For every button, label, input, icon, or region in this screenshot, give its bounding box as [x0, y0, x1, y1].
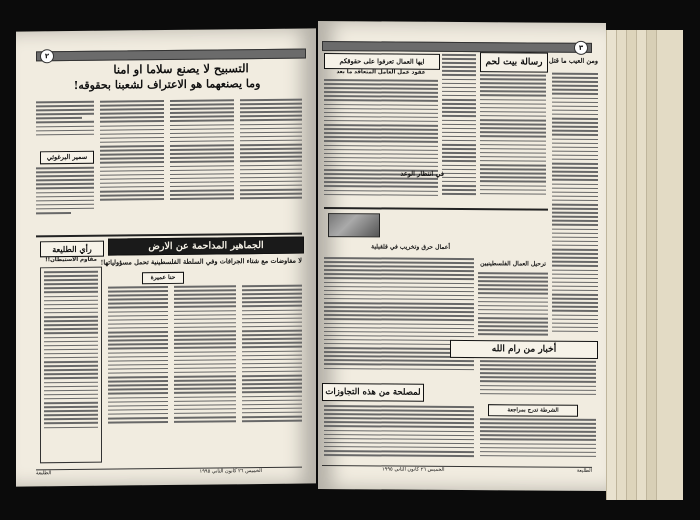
opinion-title: رأي الطليعة — [40, 241, 104, 258]
headline-line2: وما يصنعهما هو الاعتراف لشعبنا بحقوقه! — [73, 77, 261, 92]
returnees-title: ترحيل العمال الفلسطينيين — [480, 260, 546, 268]
side-title: ومن العيب ما قتل — [548, 56, 598, 65]
page-stack-edge — [606, 30, 684, 500]
column-text — [174, 285, 236, 462]
column-text — [108, 286, 168, 463]
opinion-column — [40, 267, 102, 464]
top-band — [36, 49, 306, 62]
column-text — [242, 285, 302, 462]
column-text — [240, 99, 302, 230]
column-text — [442, 54, 476, 204]
footer-date: الخميس ٢٦ كانون الثاني ١٩٩٥ — [382, 466, 445, 473]
column-text — [480, 360, 596, 401]
ramallah-news-title: أخبار من رام الله — [450, 340, 598, 359]
left-page — [16, 28, 316, 486]
footer-paper-name: الطليعة — [576, 467, 592, 474]
page-number: ٢ — [40, 49, 54, 63]
page-footer — [322, 465, 592, 475]
footer-date: الخميس ٢٦ كانون الثاني ١٩٩٥ — [199, 467, 262, 475]
section-divider — [324, 207, 548, 210]
column-text — [36, 101, 94, 150]
wait-title: في انتظار الوعد — [400, 169, 444, 178]
right-page — [318, 21, 606, 491]
top-band — [322, 41, 592, 53]
subhead: لا مفاوضات مع شتاء الجرافات وفي السلطة الفلسطينية تحمل مسؤولياتها! — [100, 256, 302, 267]
column-text — [170, 99, 234, 230]
article-photo — [328, 213, 380, 237]
column-text — [36, 167, 94, 232]
transgression-title: لمصلحة من هذه التجاوزات — [322, 383, 424, 402]
workers-rights-box: ايها العمال تعرفوا على حقوقكم — [324, 53, 440, 70]
author-box: سمير البرغوثي — [40, 151, 94, 165]
column-text — [552, 73, 598, 343]
page-number: ٣ — [574, 41, 588, 55]
column-text — [100, 100, 164, 231]
bethlehem-letter-title: رسالة بيت لحم — [480, 52, 548, 72]
column-text — [480, 74, 546, 204]
ramallah-sub-title: الشرطة تدرج بمراجعة — [488, 404, 578, 417]
banner-headline: الجماهير المداحمة عن الارض — [108, 237, 304, 256]
column-text — [324, 79, 438, 202]
headline-line1: التسبيح لا يصنع سلاما او امنا — [113, 61, 249, 77]
author-box-2: حنا عميرة — [142, 272, 184, 284]
page-footer — [36, 467, 302, 478]
column-text — [324, 405, 474, 462]
acts-title: أعمال حرق وتخريب في قلقيلية — [371, 243, 450, 251]
opinion-subtitle: مقاوم الاستيطان!! — [45, 256, 97, 264]
column-text — [478, 272, 548, 342]
footer-paper-name: الطليعة — [36, 470, 52, 477]
column-text — [480, 418, 596, 463]
column-text — [324, 257, 474, 378]
workers-rights-sub: عقود عمل العامل المتعاقد ما بعد — [336, 69, 426, 76]
